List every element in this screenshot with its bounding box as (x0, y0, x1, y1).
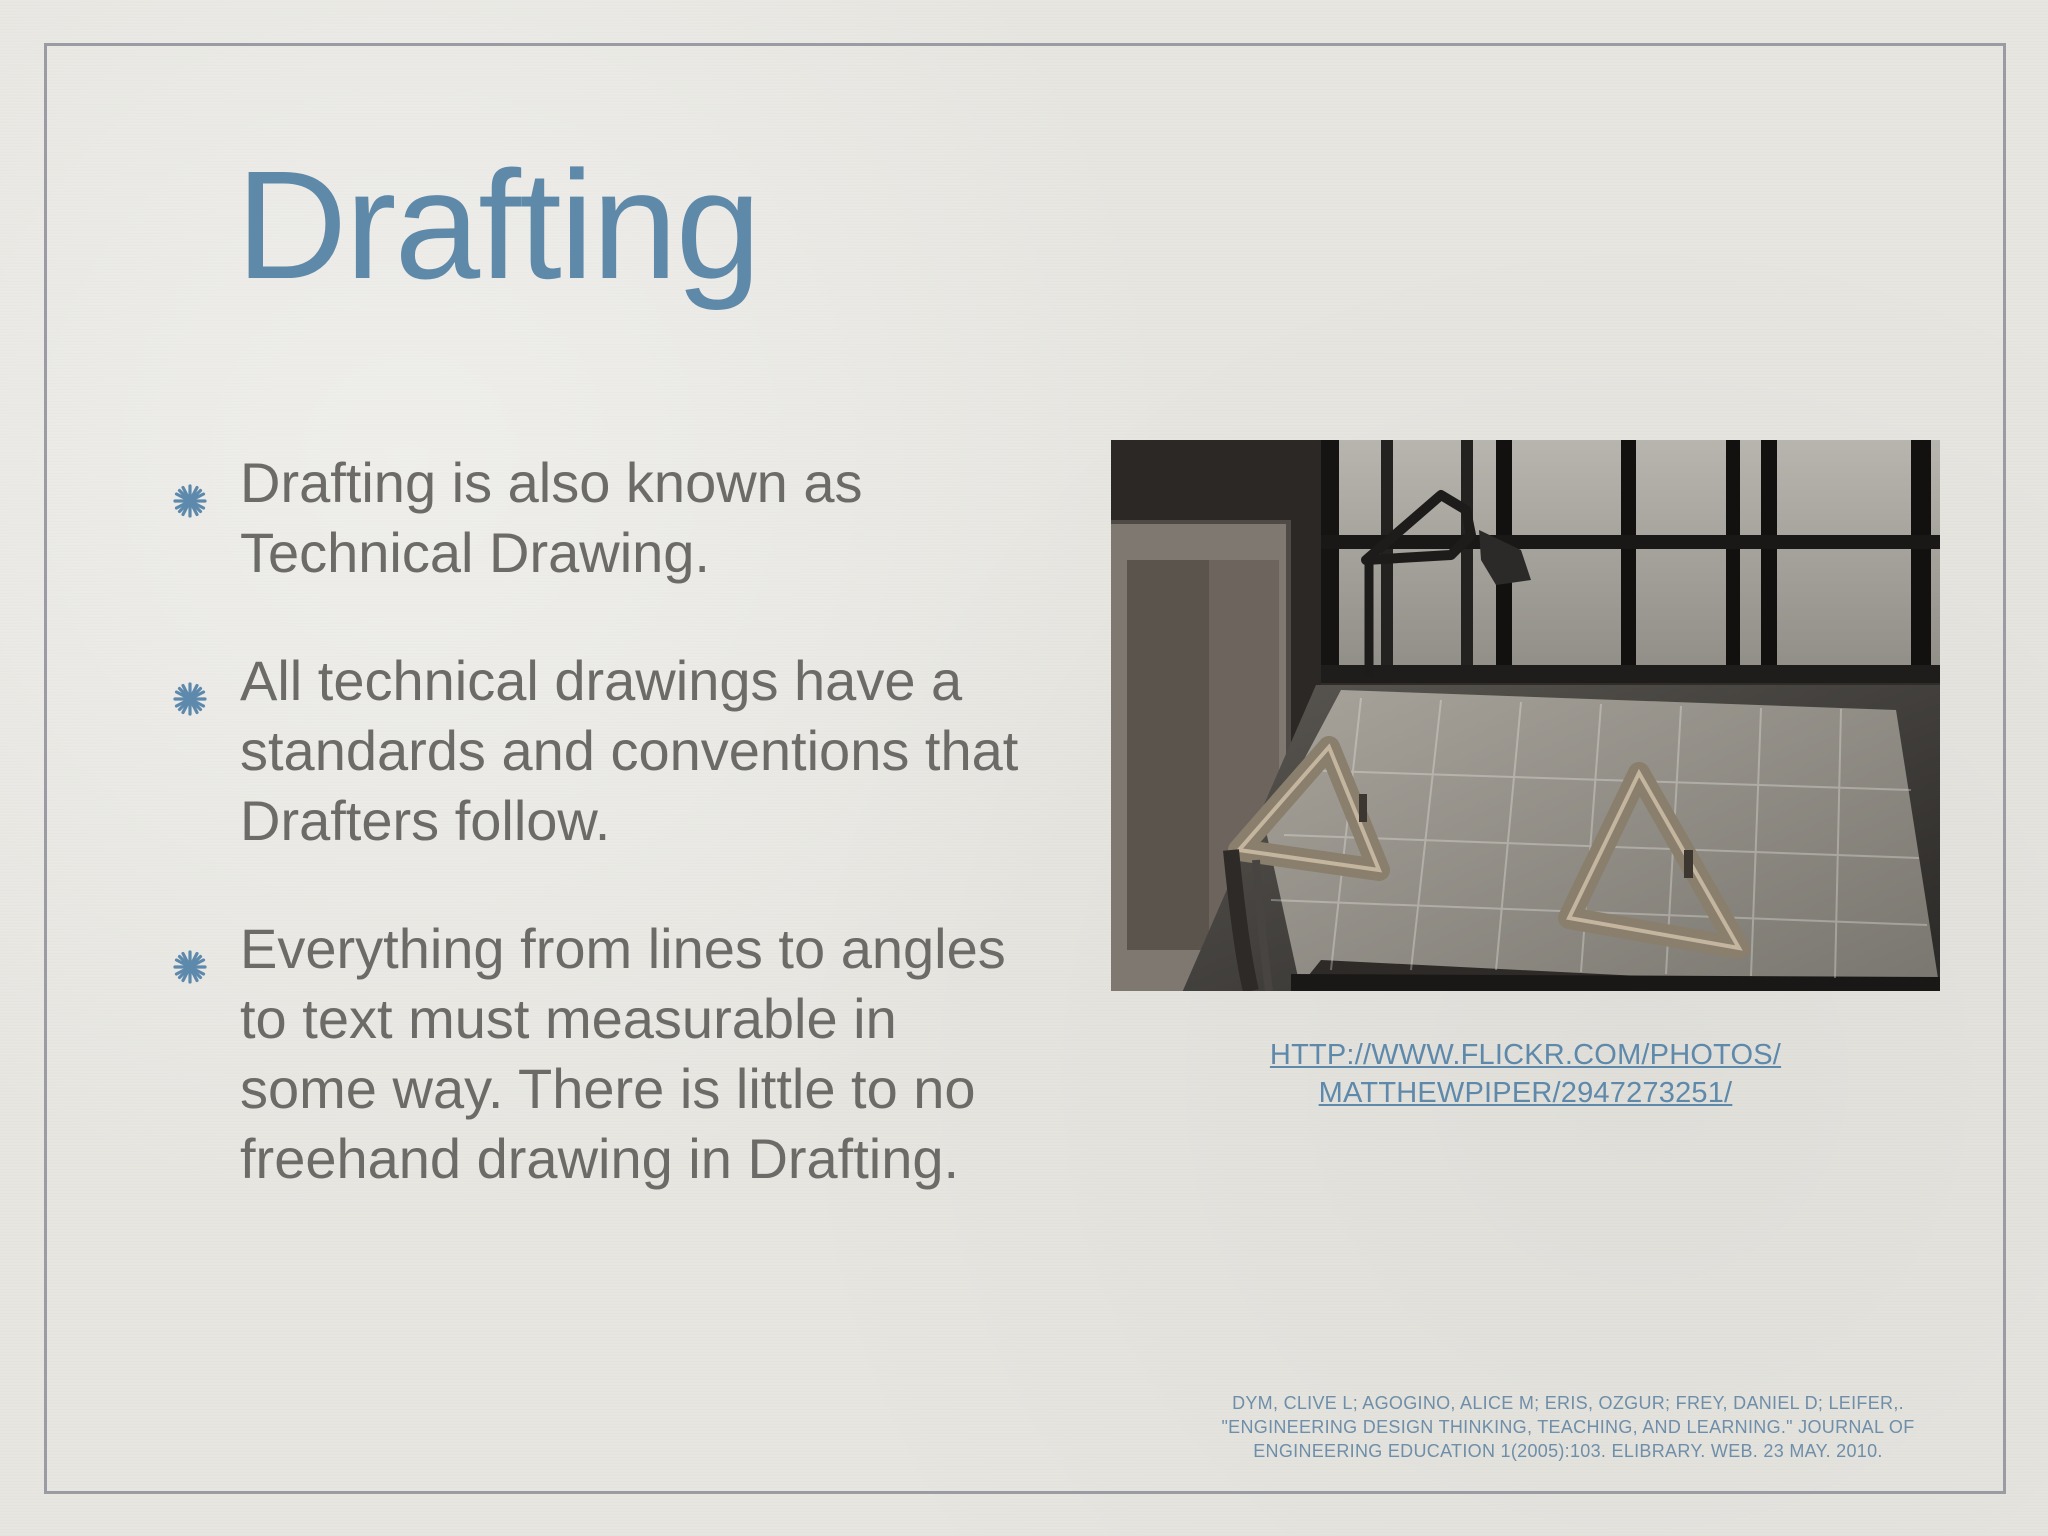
bullet-text: All technical drawings have a standards and conventions that Drafters follow. (240, 649, 1019, 852)
slide-title: Drafting (236, 139, 760, 311)
citation-text (1178, 1391, 1958, 1463)
citation-line-3: ENGINEERING EDUCATION 1(2005):103. ELIBRARY. WEB. 23 MAY. 2010. (1253, 1441, 1883, 1461)
citation-line-2: "ENGINEERING DESIGN THINKING, TEACHING, AND LEARNING." JOURNAL OF (1221, 1417, 1915, 1437)
bullet-text: Everything from lines to angles to text must measurable in some way. There is little to no freehand drawing in Drafting. (240, 917, 1006, 1190)
bullet-item (172, 914, 1032, 1194)
bullet-list (172, 448, 1032, 1194)
photo-source-link[interactable] (1111, 1036, 1940, 1112)
asterisk-bullet-icon (172, 931, 208, 967)
drafting-table-illustration (1111, 440, 1940, 991)
bullet-text: Drafting is also known as Technical Drawing. (240, 451, 863, 584)
asterisk-bullet-icon (172, 465, 208, 501)
photo-link-line-2: MATTHEWPIPER/2947273251/ (1318, 1077, 1733, 1109)
drafting-table-photo (1111, 440, 1940, 991)
photo-link-line-1: HTTP://WWW.FLICKR.COM/PHOTOS/ (1269, 1039, 1782, 1071)
bullet-item (172, 646, 1032, 856)
bullet-item (172, 448, 1032, 588)
citation-line-1: DYM, CLIVE L; AGOGINO, ALICE M; ERIS, OZGUR; FREY, DANIEL D; LEIFER,. (1232, 1393, 1904, 1413)
asterisk-bullet-icon (172, 663, 208, 699)
